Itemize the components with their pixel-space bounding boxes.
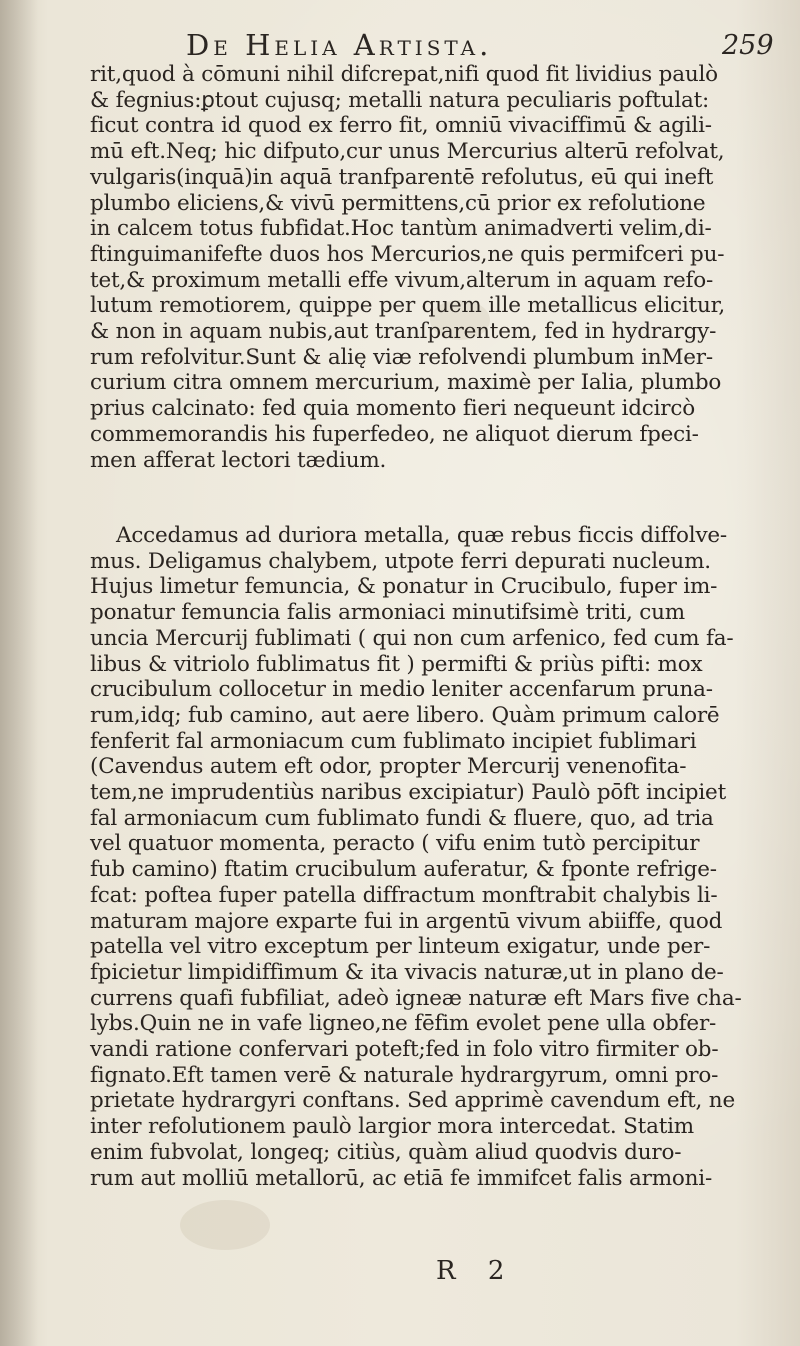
text-line: lybs.Quin ne in vafe ligneo,ne fēfim evolet pene ulla obfer- bbox=[90, 1011, 717, 1037]
text-line: & fegnius:ꝑtout cujusq; metalli natura peculiaris poftulat: bbox=[90, 87, 710, 113]
text-line: patella vel vitro exceptum per linteum exigatur, unde per- bbox=[90, 934, 711, 960]
text-line: currens quafi fubfiliat, adeò igneæ naturæ eft Mars five cha- bbox=[90, 985, 742, 1011]
page-number: 259 bbox=[722, 30, 774, 61]
text-line: prius calcinato: fed quia momento fieri nequeunt idcircò bbox=[90, 396, 695, 422]
text-line: fpicietur limpidiffimum & ita vivacis naturæ,ut in plano de- bbox=[90, 959, 724, 985]
text-line: prietate hydrargyri conftans. Sed apprimè cavendum eft, ne bbox=[90, 1088, 735, 1114]
text-line: rum refolvitur.Sunt & alię viæ refolvendi plumbum inMer- bbox=[90, 344, 713, 370]
text-line: Accedamus ad duriora metalla, quæ rebus ficcis diffolve- bbox=[116, 523, 727, 548]
text-line: inter refolutionem paulò largior mora intercedat. Statim bbox=[90, 1114, 694, 1140]
running-head: De Helia Artista. bbox=[186, 28, 493, 62]
text-line: (Cavendus autem eft odor, propter Mercurij venenofita- bbox=[90, 754, 687, 780]
text-line: fub camino) ftatim crucibulum auferatur, & fponte refrige- bbox=[90, 857, 717, 883]
text-line: plumbo eliciens,& vivū permittens,cū prior ex refolutione bbox=[90, 190, 706, 216]
text-line: in calcem totus fubfidat.Hoc tantùm animadverti velim,di- bbox=[90, 216, 712, 242]
text-line: ficut contra id quod ex ferro fit, omniū vivaciffimū & agili- bbox=[90, 113, 712, 139]
text-line: rum,idq; fub camino, aut aere libero. Quàm primum calorē bbox=[90, 702, 720, 728]
text-line: vandi ratione confervari poteft;fed in folo vitro firmiter ob- bbox=[90, 1037, 719, 1063]
text-line: mus. Deligamus chalybem, utpote ferri depurati nucleum. bbox=[90, 548, 711, 574]
text-line: fignato.Eft tamen verē & naturale hydrargyrum, omni pro- bbox=[90, 1062, 719, 1088]
text-line: fal armoniacum cum fublimato fundi & fluere, quo, ad tria bbox=[90, 805, 714, 831]
gutter-shadow bbox=[0, 0, 38, 1346]
text-line: libus & vitriolo fublimatus fit ) permifti & priùs pifti: mox bbox=[90, 651, 703, 677]
text-line: vulgaris(inquā)in aquā tranfparentē refolutus, eū qui ineft bbox=[90, 164, 714, 190]
paragraph-1 bbox=[90, 62, 742, 473]
text-line: rit,quod à cōmuni nihil difcrepat,nifi quod fit lividius paulò bbox=[90, 62, 718, 87]
paper-stain bbox=[180, 1200, 270, 1250]
signature-mark: R 2 bbox=[436, 1256, 517, 1286]
text-line: crucibulum collocetur in medio leniter accenfarum pruna- bbox=[90, 677, 713, 703]
text-line: tet,& proximum metalli effe vivum,alterum in aquam refo- bbox=[90, 267, 714, 293]
text-line: maturam majore exparte fui in argentū vivum abiiffe, quod bbox=[90, 908, 723, 934]
text-line: enim fubvolat, longeq; citiùs, quàm aliud quodvis duro- bbox=[90, 1139, 682, 1165]
text-line: lutum remotiorem, quippe per quem ille metallicus elicitur, bbox=[90, 293, 725, 319]
text-line: rum aut molliū metallorū, ac etiā fe immifcet falis armoni- bbox=[90, 1165, 713, 1191]
text-line: fcat: poftea fuper patella diffractum monftrabit chalybis li- bbox=[90, 882, 718, 908]
text-line: ftinguimanifefte duos hos Mercurios,ne quis permifceri pu- bbox=[90, 241, 725, 267]
text-line: mū eft.Neq; hic difputo,cur unus Mercurius alterū refolvat, bbox=[90, 139, 725, 165]
text-line: fenferit fal armoniacum cum fublimato incipiet fublimari bbox=[90, 728, 697, 754]
text-line: vel quatuor momenta, peracto ( vifu enim tutò percipitur bbox=[90, 831, 700, 857]
text-line: & non in aquam nubis,aut tranſparentem, fed in hydrargy- bbox=[90, 319, 717, 345]
text-line: ponatur femuncia falis armoniaci minutifsimè triti, cum bbox=[90, 600, 685, 626]
text-line: uncia Mercurij fublimati ( qui non cum arfenico, fed cum fa- bbox=[90, 625, 734, 651]
text-line: curium citra omnem mercurium, maximè per Ialia, plumbo bbox=[90, 370, 722, 396]
text-line: Hujus limetur femuncia, & ponatur in Crucibulo, fuper im- bbox=[90, 574, 718, 600]
text-line: men afferat lectori tædium. bbox=[90, 447, 387, 473]
text-line: tem,ne imprudentiùs naribus excipiatur) Paulò pōft incipiet bbox=[90, 780, 727, 806]
text-line: commemorandis his fuperfedeo, ne aliquot dierum fpeci- bbox=[90, 421, 699, 447]
paragraph-2 bbox=[90, 523, 742, 1191]
